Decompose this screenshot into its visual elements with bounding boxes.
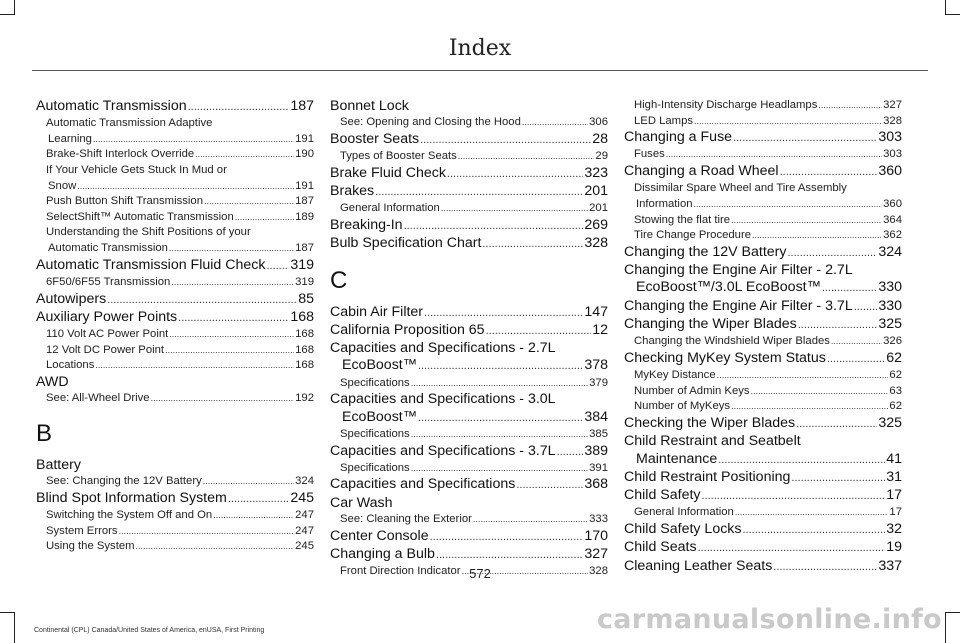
index-entry-text: Brake-Shift Interlock Override: [46, 148, 195, 161]
index-page-ref: 327: [883, 99, 902, 111]
index-subentry: [330, 427, 608, 443]
dot-leader: [107, 292, 297, 309]
index-entry-text: Center Console: [330, 527, 429, 544]
index-entry: [624, 487, 902, 505]
index-page-ref: 247: [295, 524, 314, 537]
index-entry-text: Switching the System Off and On: [46, 508, 213, 521]
index-entry-text: Automatic Transmission Fluid Check: [36, 256, 266, 273]
index-entry-text: Changing the Wiper Blades: [624, 315, 797, 332]
index-subentry: [624, 147, 902, 163]
index-entry-text: AWD: [36, 373, 69, 390]
index-subentry: [330, 115, 608, 131]
dot-leader: [516, 477, 583, 494]
index-entry: [624, 469, 902, 487]
page-number: 572: [469, 566, 491, 581]
index-entry: [330, 391, 608, 408]
index-page-ref: 325: [878, 414, 902, 431]
index-page-ref: 306: [589, 116, 608, 129]
index-entry-text: Locations: [46, 359, 95, 372]
index-subentry: [36, 391, 314, 407]
index-page-ref: 31: [886, 468, 902, 485]
index-page-ref: 269: [584, 216, 608, 233]
index-page-ref: 168: [295, 359, 314, 372]
index-entry-text: MyKey Distance: [634, 369, 716, 382]
index-entry-text: Number of MyKeys: [634, 400, 731, 413]
index-subentry: [624, 197, 902, 213]
index-entry-text: See: Changing the 12V Battery: [46, 475, 202, 488]
index-entry-text: Child Restraint Positioning: [624, 468, 791, 485]
index-subentry: [36, 508, 314, 524]
index-entry: [36, 98, 314, 116]
index-page-ref: 333: [589, 513, 608, 526]
index-entry: [330, 217, 608, 235]
dot-leader: [482, 236, 583, 253]
index-entry-text: Push Button Shift Transmission: [46, 195, 203, 208]
index-entry: [624, 262, 902, 279]
index-page-ref: 368: [584, 476, 608, 493]
index-subentry: [36, 358, 314, 374]
index-entry: [330, 165, 608, 183]
index-page-ref: 326: [883, 335, 902, 348]
index-page-ref: 201: [589, 202, 608, 215]
index-entry: [36, 291, 314, 309]
dot-leader: [822, 280, 878, 297]
index-entry: [330, 546, 608, 564]
index-page-ref: 19: [886, 539, 902, 556]
dot-leader: [375, 184, 583, 201]
index-entry-text: Specifications: [340, 427, 410, 440]
index-page-ref: 17: [889, 506, 902, 519]
index-entry-text: See: Cleaning the Exterior: [340, 513, 472, 526]
index-entry-text: Capacities and Specifications - 3.7L: [330, 442, 556, 459]
index-page-ref: 191: [295, 179, 314, 192]
index-page-ref: 62: [889, 400, 902, 413]
index-page-ref: 168: [290, 308, 314, 325]
index-subentry: [624, 399, 902, 415]
dot-leader: [698, 540, 886, 557]
index-page-ref: 62: [886, 349, 902, 366]
index-page-ref: 17: [886, 487, 902, 504]
index-entry: [330, 495, 608, 512]
index-entry-text: Breaking-In: [330, 216, 403, 233]
index-entry-text: Checking the Wiper Blades: [624, 414, 796, 431]
dot-leader: [447, 166, 583, 183]
index-entry-text: 12 Volt DC Power Point: [46, 343, 165, 356]
index-column-1: [36, 98, 314, 555]
dot-leader: [136, 539, 295, 555]
index-subentry: [36, 194, 314, 210]
index-entry-text: Using the System: [46, 540, 135, 553]
index-entry-text: Changing the Engine Air Filter - 2.7L: [624, 262, 853, 279]
dot-leader: [151, 391, 295, 407]
dot-leader: [694, 114, 882, 130]
dot-leader: [486, 323, 592, 340]
dot-leader: [557, 444, 584, 461]
dot-leader: [780, 164, 878, 181]
index-subentry: [624, 228, 902, 244]
dot-leader: [796, 416, 877, 433]
dot-leader: [171, 275, 294, 291]
footer-text: Continental (CPL) Canada/United States of America, enUSA, First Printing: [34, 627, 265, 634]
index-subentry: [624, 98, 902, 114]
index-entry-text: Specifications: [340, 376, 410, 389]
index-entry-text: LED Lamps: [634, 114, 694, 127]
index-entry-text: General Information: [634, 506, 734, 519]
index-column-2: [330, 98, 608, 580]
index-subentry: [624, 181, 902, 197]
index-entry: [330, 476, 608, 494]
crop-mark-top-right: [945, 0, 960, 15]
index-subentry: [36, 539, 314, 555]
index-page-ref: 337: [878, 557, 902, 574]
index-entry-text: EcoBoost™/3.0L EcoBoost™: [636, 279, 821, 296]
index-entry: [36, 457, 314, 474]
index-page-ref: 245: [290, 489, 314, 506]
dot-leader: [831, 334, 882, 350]
index-subentry: [330, 149, 608, 165]
index-entry-text: Child Safety: [624, 487, 701, 504]
index-page-ref: 303: [883, 148, 902, 161]
dot-leader: [827, 351, 885, 368]
dot-leader: [178, 310, 289, 327]
index-entry-text: Dissimilar Spare Wheel and Tire Assembly: [634, 182, 847, 195]
dot-leader: [418, 358, 583, 375]
dot-leader: [733, 130, 877, 147]
index-entry-text: Types of Booster Seats: [340, 150, 457, 163]
dot-leader: [718, 452, 885, 469]
dot-leader: [203, 474, 294, 490]
index-subentry: [624, 114, 902, 130]
index-entry-text: Changing the Engine Air Filter - 3.7L: [624, 297, 853, 314]
index-entry-text: Changing a Fuse: [624, 129, 733, 146]
index-page-ref: 245: [295, 540, 314, 553]
dot-leader: [430, 529, 584, 546]
index-entry-text: Auxiliary Power Points: [36, 308, 178, 325]
index-entry-text: Brakes: [330, 183, 375, 200]
index-subentry: [330, 376, 608, 392]
index-entry-text: Bonnet Lock: [330, 98, 409, 114]
index-page-ref: 147: [584, 303, 608, 320]
index-entry-text: Blind Spot Information System: [36, 489, 227, 506]
index-page-ref: 62: [889, 369, 902, 382]
dot-leader: [791, 470, 885, 487]
dot-leader: [436, 547, 583, 564]
index-page-ref: 362: [883, 229, 902, 242]
index-entry-text: Cabin Air Filter: [330, 303, 424, 320]
index-column-3: [624, 98, 902, 576]
index-page-ref: 303: [878, 129, 902, 146]
index-entry-text: Learning: [48, 132, 92, 145]
index-entry-text: Maintenance: [636, 450, 718, 467]
index-subentry: [36, 147, 314, 163]
index-entry: [330, 304, 608, 322]
index-entry-text: Autowipers: [36, 290, 107, 307]
dot-leader: [751, 384, 889, 400]
index-page-ref: 323: [584, 164, 608, 181]
dot-leader: [411, 461, 588, 477]
index-page-ref: 247: [295, 508, 314, 521]
index-page-ref: 330: [878, 297, 902, 314]
dot-leader: [165, 343, 294, 359]
index-page-ref: 201: [584, 183, 608, 200]
index-page-ref: 41: [886, 450, 902, 467]
dot-leader: [731, 399, 888, 415]
index-entry: [330, 322, 608, 340]
index-page-ref: 187: [295, 195, 314, 208]
index-page-ref: 389: [584, 442, 608, 459]
index-subentry: [36, 210, 314, 226]
dot-leader: [420, 132, 591, 149]
index-entry-text: Snow: [48, 179, 77, 192]
index-page-ref: 29: [595, 150, 608, 163]
dot-leader: [717, 368, 889, 384]
index-page-ref: 379: [589, 376, 608, 389]
dot-leader: [731, 213, 882, 229]
index-entry: [330, 98, 608, 115]
index-entry-text: See: Opening and Closing the Hood: [340, 116, 521, 129]
index-entry-text: Car Wash: [330, 494, 393, 511]
dot-leader: [169, 241, 294, 257]
index-subentry: [36, 275, 314, 291]
index-entry-text: Cleaning Leather Seats: [624, 557, 773, 574]
index-entry-text: General Information: [340, 202, 440, 215]
dot-leader: [411, 376, 588, 392]
dot-leader: [188, 99, 290, 116]
index-page-ref: 28: [592, 130, 608, 147]
index-entry-text: Capacities and Specifications - 2.7L: [330, 340, 556, 357]
dot-leader: [204, 194, 294, 210]
index-page-ref: 32: [886, 520, 902, 537]
index-page-ref: 319: [295, 275, 314, 288]
index-page-ref: 324: [295, 475, 314, 488]
index-entry: [36, 309, 314, 327]
dot-leader: [195, 147, 294, 163]
index-subentry: [36, 163, 314, 179]
index-subentry: [36, 225, 314, 241]
crop-mark-bottom-right: [945, 612, 960, 643]
index-entry-text: Specifications: [340, 461, 410, 474]
dot-leader: [666, 147, 882, 163]
dot-leader: [473, 512, 588, 528]
index-entry: [330, 528, 608, 546]
index-entry: [36, 374, 314, 391]
index-subentry: [36, 116, 314, 132]
index-entry-text: Child Safety Locks: [624, 520, 742, 537]
index-subentry: [330, 461, 608, 477]
index-subentry: [624, 213, 902, 229]
index-entry-text: Child Seats: [624, 539, 697, 556]
index-entry: [624, 415, 902, 433]
dot-leader: [228, 491, 289, 508]
index-entry: [330, 340, 608, 357]
index-subentry: [36, 524, 314, 540]
index-entry-text: SelectShift™ Automatic Transmission: [46, 210, 234, 223]
dot-leader: [441, 201, 588, 217]
index-entry: [330, 357, 608, 375]
index-entry-text: If Your Vehicle Gets Stuck In Mud or: [46, 164, 227, 177]
index-section-letter: B: [36, 419, 53, 447]
index-entry: [36, 257, 314, 275]
index-entry: [330, 443, 608, 461]
index-page-ref: 189: [295, 210, 314, 223]
dot-leader: [266, 258, 289, 275]
index-page-ref: 168: [295, 328, 314, 341]
index-entry: [624, 298, 902, 316]
index-entry-text: Changing the Windshield Wiper Blades: [634, 335, 830, 348]
dot-leader: [424, 305, 583, 322]
dot-leader: [752, 228, 882, 244]
index-page-ref: 385: [589, 427, 608, 440]
index-subentry: [36, 132, 314, 148]
index-entry-text: Automatic Transmission Adaptive: [46, 117, 213, 130]
index-entry-text: Number of Admin Keys: [634, 384, 750, 397]
index-page-ref: 328: [883, 114, 902, 127]
index-page-ref: 170: [584, 527, 608, 544]
index-subentry: [624, 368, 902, 384]
dot-leader: [418, 410, 583, 427]
dot-leader: [213, 508, 294, 524]
dot-leader: [522, 115, 588, 131]
index-section-letter: C: [330, 266, 348, 294]
index-page-ref: 63: [889, 384, 902, 397]
index-entry-text: Changing a Road Wheel: [624, 163, 779, 180]
index-entry-text: Brake Fluid Check: [330, 164, 446, 181]
index-entry-text: Information: [636, 197, 693, 210]
index-entry-text: Changing a Bulb: [330, 545, 435, 562]
index-entry: [624, 244, 902, 262]
index-page-ref: 330: [878, 279, 902, 296]
index-subentry: [36, 474, 314, 490]
index-page-ref: 328: [589, 565, 608, 578]
index-entry-text: Bulb Specification Chart: [330, 235, 482, 252]
dot-leader: [798, 317, 878, 334]
index-page-ref: 187: [290, 98, 314, 114]
index-subentry: [624, 505, 902, 521]
dot-leader: [93, 132, 294, 148]
dot-leader: [411, 427, 588, 443]
index-entry-text: Changing the 12V Battery: [624, 243, 787, 260]
watermark: carmanualsonline.info: [596, 604, 942, 635]
index-subentry: [330, 512, 608, 528]
index-entry-text: Booster Seats: [330, 130, 420, 147]
index-page-ref: 324: [878, 243, 902, 260]
index-page-ref: 391: [589, 461, 608, 474]
index-entry: [624, 521, 902, 539]
index-entry-text: Battery: [36, 456, 81, 473]
dot-leader: [404, 218, 584, 235]
index-subentry: [36, 343, 314, 359]
index-entry-text: Child Restraint and Seatbelt: [624, 433, 801, 450]
index-entry-text: Capacities and Specifications - 3.0L: [330, 391, 556, 408]
index-entry-text: EcoBoost™: [342, 408, 417, 425]
index-page-ref: 187: [295, 242, 314, 255]
index-entry: [624, 451, 902, 469]
dot-leader: [694, 197, 883, 213]
index-entry-text: Tire Change Procedure: [634, 229, 752, 242]
index-page-ref: 190: [295, 148, 314, 161]
index-entry: [624, 350, 902, 368]
index-page-ref: 360: [878, 163, 902, 180]
index-subentry: [330, 201, 608, 217]
index-subentry: [624, 334, 902, 350]
index-page-ref: 191: [295, 132, 314, 145]
index-page-ref: 192: [295, 392, 314, 405]
index-subentry: [624, 384, 902, 400]
index-page-ref: 12: [592, 321, 608, 338]
index-entry: [624, 279, 902, 297]
index-entry-text: Front Direction Indicator: [340, 565, 461, 578]
index-entry: [36, 490, 314, 508]
index-page-ref: 85: [298, 290, 314, 307]
index-entry-text: 110 Volt AC Power Point: [46, 328, 169, 341]
dot-leader: [818, 98, 882, 114]
index-entry: [330, 131, 608, 149]
index-entry-text: Checking MyKey System Status: [624, 349, 826, 366]
crop-mark-top-left: [0, 0, 15, 15]
index-entry: [624, 539, 902, 557]
index-entry: [624, 163, 902, 181]
index-subentry: [36, 179, 314, 195]
index-entry-text: See: All-Wheel Drive: [46, 392, 150, 405]
index-entry-text: Automatic Transmission: [36, 98, 187, 114]
dot-leader: [119, 524, 295, 540]
index-entry-text: High-Intensity Discharge Headlamps: [634, 99, 818, 111]
index-entry-text: Stowing the flat tire: [634, 213, 731, 226]
header-divider: [32, 70, 928, 71]
dot-leader: [458, 149, 595, 165]
dot-leader: [77, 179, 294, 195]
index-page-ref: 364: [883, 213, 902, 226]
index-entry: [330, 183, 608, 201]
index-entry-text: Capacities and Specifications: [330, 476, 516, 493]
dot-leader: [787, 245, 877, 262]
index-subentry: [36, 241, 314, 257]
index-entry-text: System Errors: [46, 524, 118, 537]
index-page-ref: 327: [584, 545, 608, 562]
crop-mark-bottom-left: [0, 612, 15, 643]
dot-leader: [702, 488, 886, 505]
index-entry: [330, 235, 608, 253]
dot-leader: [235, 210, 294, 226]
dot-leader: [95, 358, 294, 374]
index-entry: [330, 409, 608, 427]
page-title: Index: [448, 36, 512, 61]
index-entry: [624, 316, 902, 334]
index-subentry: [36, 327, 314, 343]
index-page-ref: 378: [584, 357, 608, 374]
dot-leader: [169, 327, 294, 343]
dot-leader: [743, 522, 886, 539]
index-page-ref: 325: [878, 315, 902, 332]
index-entry-text: 6F50/6F55 Transmission: [46, 275, 171, 288]
dot-leader: [735, 505, 889, 521]
index-page-ref: 328: [584, 235, 608, 252]
index-entry-text: California Proposition 65: [330, 321, 485, 338]
index-entry: [624, 433, 902, 450]
index-page-ref: 360: [883, 197, 902, 210]
index-entry-text: EcoBoost™: [342, 357, 417, 374]
index-page-ref: 168: [295, 343, 314, 356]
index-entry-text: Understanding the Shift Positions of your: [46, 226, 251, 239]
index-page-ref: 384: [584, 408, 608, 425]
index-entry-text: Automatic Transmission: [48, 242, 168, 255]
index-entry-text: Fuses: [634, 148, 665, 161]
dot-leader: [854, 299, 878, 316]
index-entry: [624, 129, 902, 147]
index-page-ref: 319: [290, 256, 314, 273]
